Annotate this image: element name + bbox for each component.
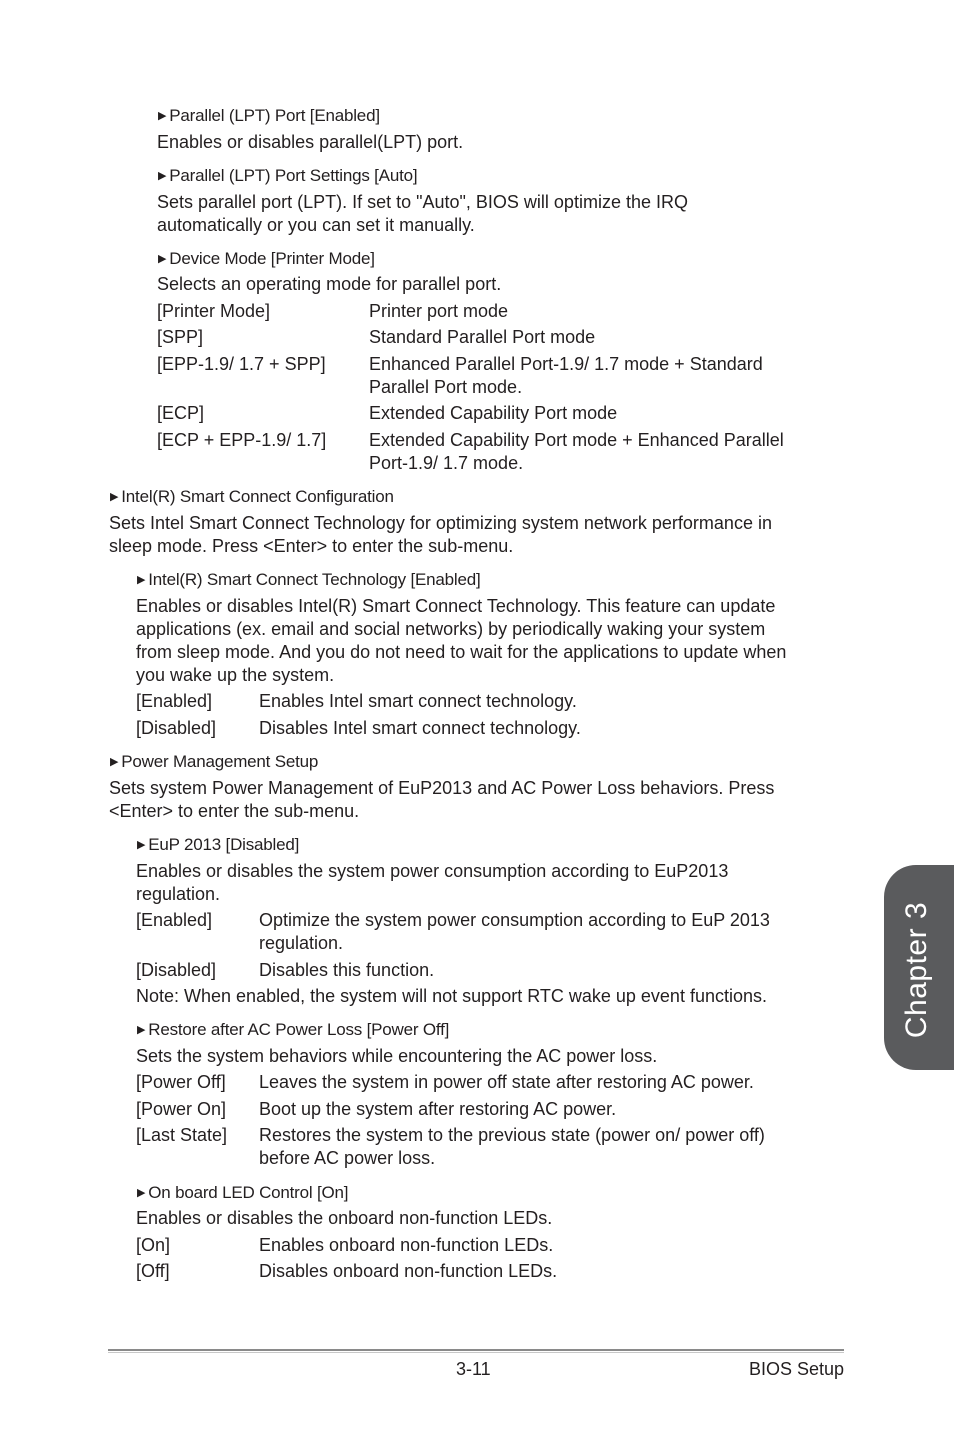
- triangle-arrow-icon: ▶: [137, 839, 146, 851]
- setting-description: Enables or disables the system power consumption according to EuP2013: [136, 861, 729, 881]
- section-description: <Enter> to enter the sub-menu.: [109, 801, 360, 821]
- setting-description: Sets the system behaviors while encountering the AC power loss.: [136, 1046, 658, 1066]
- section-description: sleep mode. Press <Enter> to enter the sub-menu.: [109, 536, 514, 556]
- setting-heading: ▶ Restore after AC Power Loss [Power Off]: [137, 1020, 450, 1039]
- footer-divider: [108, 1349, 844, 1351]
- setting-heading: ▶ Parallel (LPT) Port Settings [Auto]: [158, 166, 418, 185]
- setting-description: you wake up the system.: [136, 665, 335, 685]
- option-key: [Printer Mode]: [157, 301, 271, 321]
- option-value: Enables Intel smart connect technology.: [259, 691, 577, 711]
- setting-note: Note: When enabled, the system will not support RTC wake up event functions.: [136, 986, 767, 1006]
- option-key: [Enabled]: [136, 910, 213, 930]
- option-key: [Last State]: [136, 1125, 228, 1145]
- triangle-arrow-icon: ▶: [110, 756, 119, 768]
- option-value: Disables Intel smart connect technology.: [259, 718, 581, 738]
- triangle-arrow-icon: ▶: [110, 491, 119, 503]
- option-key: [Disabled]: [136, 960, 217, 980]
- option-value: Disables onboard non-function LEDs.: [259, 1261, 558, 1281]
- setting-description: Enables or disables parallel(LPT) port.: [157, 132, 464, 152]
- triangle-arrow-icon: ▶: [137, 1024, 146, 1036]
- setting-description: Sets parallel port (LPT). If set to "Auto", BIOS will optimize the IRQ: [157, 192, 688, 212]
- footer-section-title: BIOS Setup: [748, 1359, 844, 1379]
- setting-description: regulation.: [136, 884, 221, 904]
- section-heading: ▶ Intel(R) Smart Connect Configuration: [110, 487, 394, 506]
- setting-heading: ▶ On board LED Control [On]: [137, 1183, 349, 1202]
- option-value: Optimize the system power consumption according to EuP 2013: [259, 910, 770, 930]
- section-description: Sets system Power Management of EuP2013 and AC Power Loss behaviors. Press: [109, 778, 775, 798]
- option-key: [On]: [136, 1235, 171, 1255]
- setting-heading: ▶ Intel(R) Smart Connect Technology [Enabled]: [137, 570, 481, 589]
- section-heading: ▶ Power Management Setup: [110, 752, 319, 771]
- section-description: Sets Intel Smart Connect Technology for optimizing system network performance in: [109, 513, 772, 533]
- option-value: Enhanced Parallel Port-1.9/ 1.7 mode + Standard: [369, 354, 763, 374]
- setting-heading: ▶ EuP 2013 [Disabled]: [137, 835, 300, 854]
- triangle-arrow-icon: ▶: [158, 110, 167, 122]
- setting-description: Enables or disables the onboard non-function LEDs.: [136, 1208, 553, 1228]
- option-key: [Power On]: [136, 1099, 227, 1119]
- option-value: Extended Capability Port mode: [369, 403, 618, 423]
- option-key: [ECP]: [157, 403, 205, 423]
- page-number: 3-11: [456, 1359, 491, 1379]
- option-value: Leaves the system in power off state after restoring AC power.: [259, 1072, 754, 1092]
- setting-heading: ▶ Parallel (LPT) Port [Enabled]: [158, 106, 380, 125]
- option-key: [EPP-1.9/ 1.7 + SPP]: [157, 354, 326, 374]
- option-key: [Disabled]: [136, 718, 217, 738]
- option-key: [Enabled]: [136, 691, 213, 711]
- option-value: Disables this function.: [259, 960, 435, 980]
- triangle-arrow-icon: ▶: [158, 170, 167, 182]
- setting-description: automatically or you can set it manually.: [157, 215, 475, 235]
- setting-description: Selects an operating mode for parallel port.: [157, 274, 502, 294]
- option-value: Parallel Port mode.: [369, 377, 523, 397]
- option-key: [Off]: [136, 1261, 170, 1281]
- option-value: Standard Parallel Port mode: [369, 327, 596, 347]
- setting-description: applications (ex. email and social networks) by periodically waking your system: [136, 619, 766, 639]
- option-value: Port-1.9/ 1.7 mode.: [369, 453, 524, 473]
- triangle-arrow-icon: ▶: [158, 253, 167, 265]
- option-key: [SPP]: [157, 327, 204, 347]
- option-key: [ECP + EPP-1.9/ 1.7]: [157, 430, 327, 450]
- option-value: before AC power loss.: [259, 1148, 436, 1168]
- triangle-arrow-icon: ▶: [137, 574, 146, 586]
- option-value: Printer port mode: [369, 301, 509, 321]
- option-value: Extended Capability Port mode + Enhanced Parallel: [369, 430, 784, 450]
- setting-description: from sleep mode. And you do not need to wait for the applications to update when: [136, 642, 787, 662]
- setting-description: Enables or disables Intel(R) Smart Connect Technology. This feature can update: [136, 596, 776, 616]
- option-key: [Power Off]: [136, 1072, 226, 1092]
- setting-heading: ▶ Device Mode [Printer Mode]: [158, 249, 375, 268]
- footer-divider-shadow: [108, 1352, 844, 1353]
- option-value: Boot up the system after restoring AC power.: [259, 1099, 617, 1119]
- option-value: Restores the system to the previous state (power on/ power off): [259, 1125, 765, 1145]
- chapter-label: Chapter 3: [900, 901, 933, 1039]
- option-value: regulation.: [259, 933, 344, 953]
- option-value: Enables onboard non-function LEDs.: [259, 1235, 554, 1255]
- triangle-arrow-icon: ▶: [137, 1187, 146, 1199]
